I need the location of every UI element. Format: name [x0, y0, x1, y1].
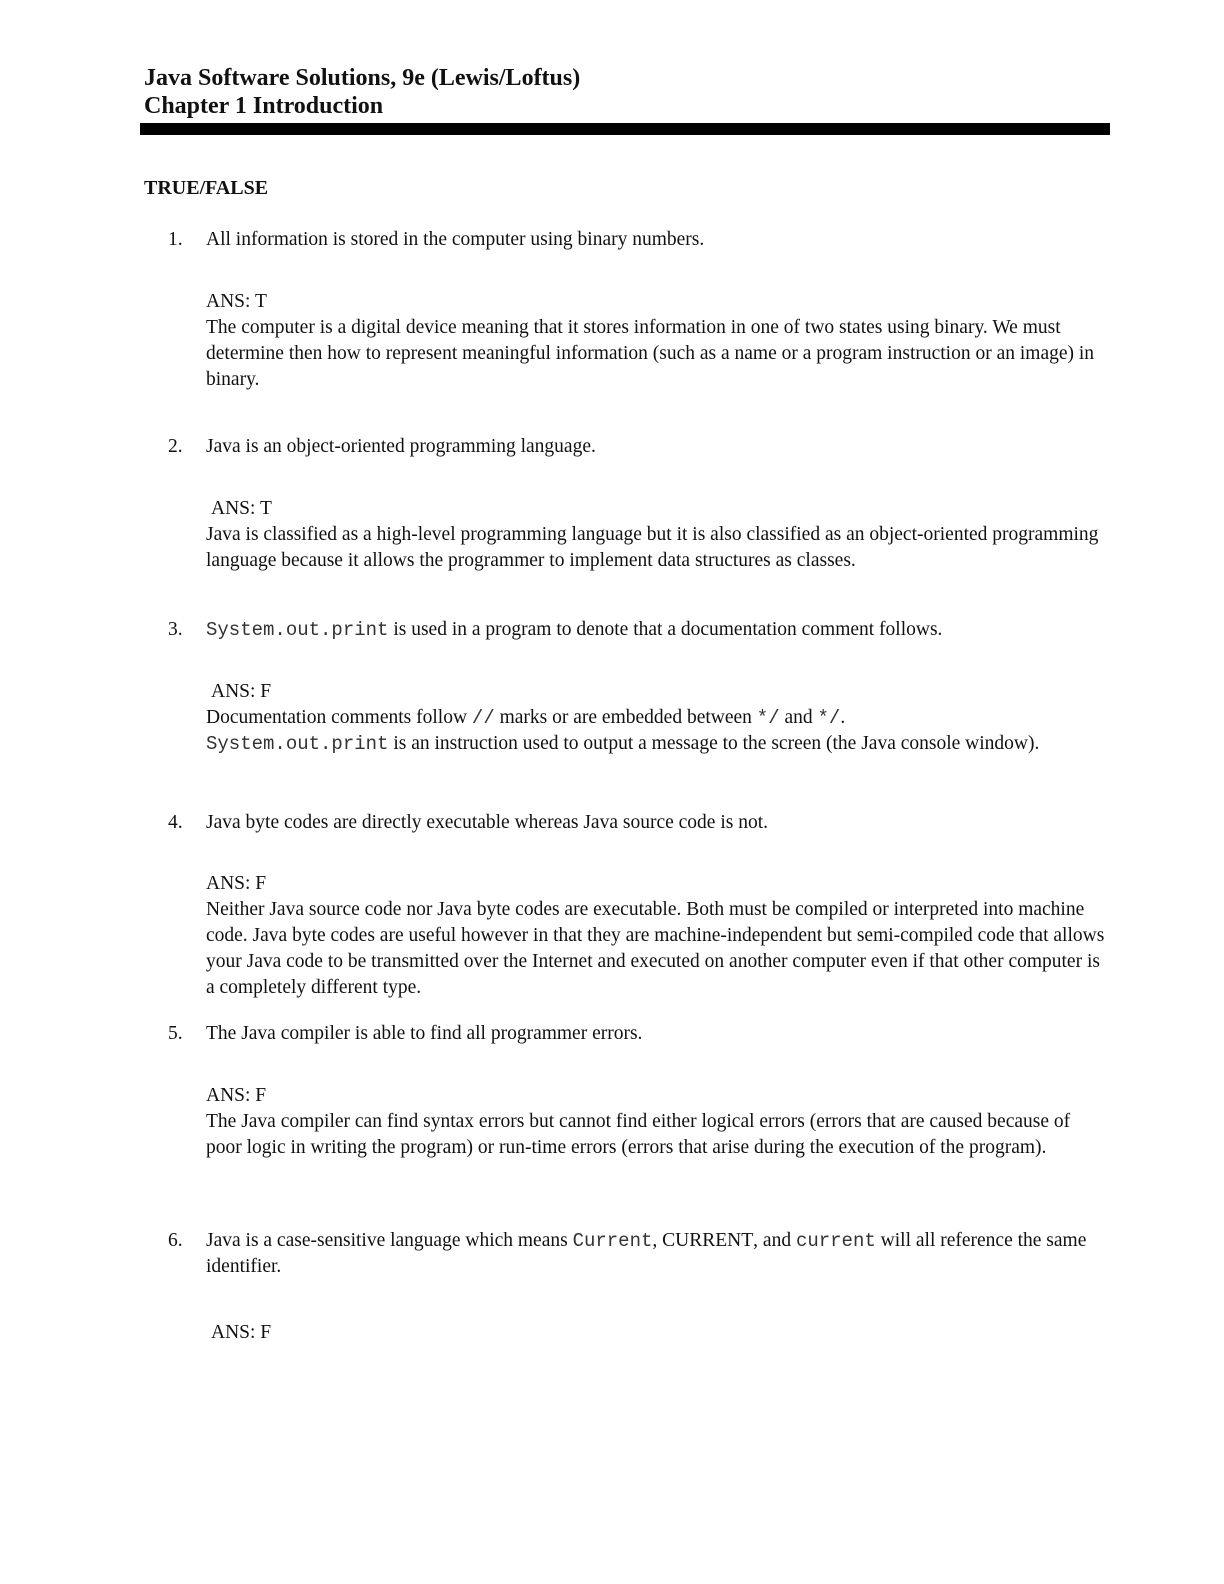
answer-label: ANS: F — [211, 1322, 272, 1343]
question-text: All information is stored in the computer using binary numbers. — [206, 229, 705, 250]
code-snippet: Current — [572, 1230, 653, 1252]
question-text: Java is a case-sensitive language which means Current, CURRENT, and current will all reference the same identifier. — [206, 1230, 1087, 1277]
answer-label: ANS: F — [211, 681, 272, 702]
question-6 — [168, 1228, 1108, 1280]
question-5 — [168, 1021, 1108, 1047]
answer-5 — [206, 1083, 1106, 1161]
book-title: Java Software Solutions, 9e (Lewis/Loftus) — [144, 65, 581, 91]
answer-label: ANS: F — [206, 873, 267, 894]
chapter-title: Chapter 1 Introduction — [144, 93, 384, 119]
question-number: 5. — [168, 1023, 183, 1044]
answer-label: ANS: T — [211, 498, 272, 519]
question-1 — [168, 227, 1108, 253]
answer-explanation: Documentation comments follow // marks or are embedded between */ and */. System.out.print is an instruction used to output a message to the screen (the Java console window). — [206, 707, 1040, 755]
answer-explanation: The Java compiler can find syntax errors but cannot find either logical errors (errors that are caused because of poor logic in writing the program) or run-time errors (errors that arise during the execution of the program). — [206, 1111, 1071, 1158]
code-snippet: System.out.print — [206, 733, 389, 755]
question-number: 1. — [168, 229, 183, 250]
question-number: 3. — [168, 619, 183, 640]
question-3 — [168, 617, 1108, 643]
answer-1 — [206, 289, 1106, 393]
answer-explanation: Neither Java source code nor Java byte codes are executable. Both must be compiled or interpreted into machine code. Java byte codes are useful however in that they are machine-independent but semi-compiled code that allows your Java code to be transmitted over the Internet and executed on another computer even if that other computer is a completely different type. — [206, 899, 1105, 998]
question-number: 4. — [168, 812, 183, 833]
section-title: TRUE/FALSE — [144, 177, 269, 199]
answer-4 — [206, 871, 1106, 1001]
question-4 — [168, 810, 1108, 836]
header-rule — [140, 123, 1110, 135]
question-text: System.out.print is used in a program to denote that a documentation comment follows. — [206, 619, 943, 641]
answer-3 — [206, 679, 1106, 757]
answer-explanation: The computer is a digital device meaning that it stores information in one of two states using binary. We must determine then how to represent meaningful information (such as a name or a program instruction or an image) in binary. — [206, 317, 1095, 390]
question-number: 2. — [168, 436, 183, 457]
question-text: Java is an object-oriented programming language. — [206, 436, 596, 457]
document-header — [144, 64, 1110, 120]
answer-explanation: Java is classified as a high-level programming language but it is also classified as an object-oriented programming language because it allows the programmer to implement data structures as classes. — [206, 524, 1099, 571]
question-2 — [168, 434, 1108, 460]
question-text: Java byte codes are directly executable whereas Java source code is not. — [206, 812, 768, 833]
answer-6 — [206, 1320, 1106, 1346]
code-snippet: System.out.print — [206, 619, 389, 641]
code-snippet: CURRENT — [662, 1230, 754, 1251]
code-snippet: current — [795, 1230, 876, 1252]
question-number: 6. — [168, 1230, 183, 1251]
code-snippet: // — [471, 707, 495, 729]
question-text: The Java compiler is able to find all programmer errors. — [206, 1023, 643, 1044]
answer-label: ANS: F — [206, 1085, 267, 1106]
answer-label: ANS: T — [206, 291, 267, 312]
code-snippet: */ — [817, 707, 841, 729]
code-snippet: */ — [756, 707, 780, 729]
answer-2 — [206, 496, 1106, 574]
